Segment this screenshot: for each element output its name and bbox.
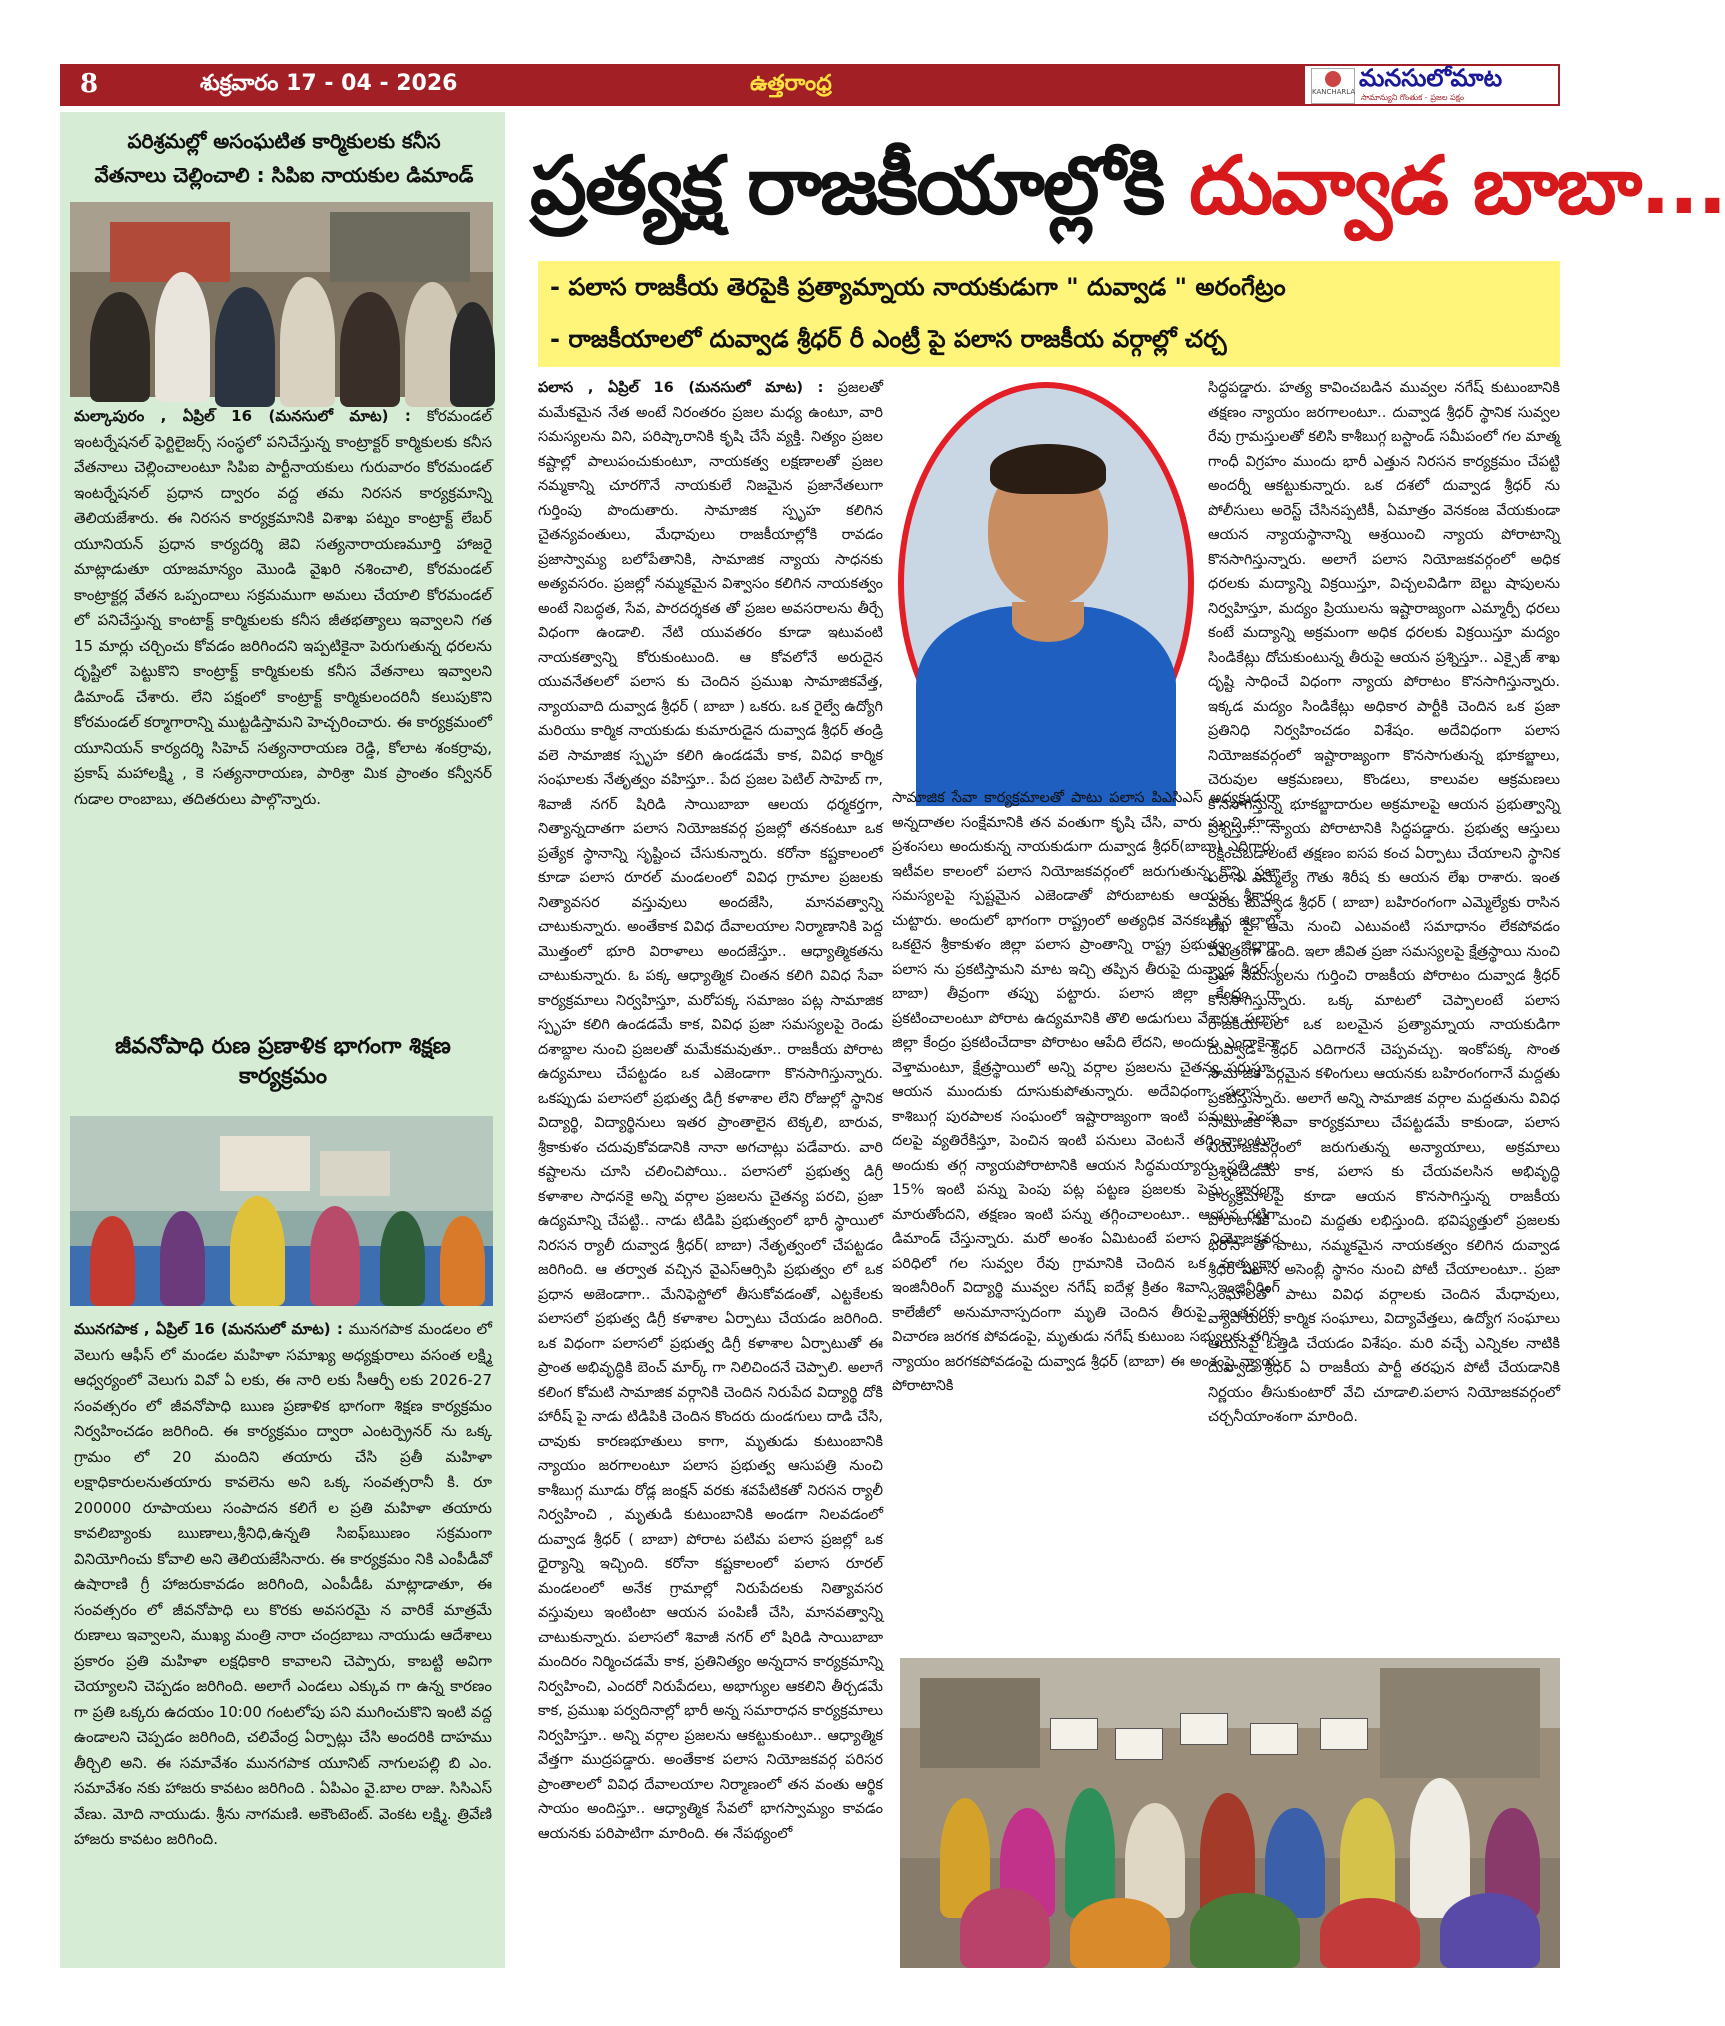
left-story1-title — [74, 124, 494, 192]
left-story1-text: కోరమండల్ ఇంటర్నేషనల్ ఫెర్టిలైజర్స్ సంస్థలో పనిచేస్తున్న కాంట్రాక్టర్ కార్మికులకు కనీస వేతనాలు చెల్లించాలంటూ సిపిఐ పార్టీనాయకులు గురువారం కోరమండల్ ఇంటర్నేషనల్ ప్రధాన ద్వారం వద్ద తమ నిరసన కార్యక్రమాన్ని తెలియజేశారు. ఈ నిరసన కార్యక్రమానికి విశాఖ పట్నం కాంట్రాక్ట్ లేబర్ యూనియన్ ప్రధాన కార్యదర్శి జెవి సత్యనారాయణమూర్తి హాజరై మాట్లాడుతూ యాజమాన్యం మొండి వైఖరి నశించాలి, కోరమండల్ కాంట్రాక్టర్ల వేతన ఒప్పందాలు సక్రమముగా అమలు చేయాలి కోరమండల్ లో పనిచేస్తున్న కాంటాక్ట్ కార్మికులకు కనీస జీతభత్యాలు ఇవ్వాలని గత 15 మార్లు చర్చించు కోవడం జరిగిందని ఇప్పటికైనా పెరుగుతున్న ధరలను దృష్టిలో పెట్టుకొని కాంట్రాక్ట్ కార్మికులకు కనీస వేతనాలు ఇవ్వాలని డిమాండ్ చేశారు. లేని పక్షంలో కాంట్రాక్ట్ కార్మికులందరినీ కలుపుకొని కోరమండల్ కర్మాగారాన్ని ముట్టడిస్తామని హెచ్చరించారు. ఈ కార్యక్రమంలో యూనియన్ కార్యదర్శి సిహెచ్ సత్యనారాయణ రెడ్డి, కోలాట శంకర్రావు, ప్రకాష్ మహాలక్ష్మి , కె సత్యనారాయణ, పారిశ్రా మిక ప్రాంతం కన్వీనర్ గుడాల రాంబాబు, తదితరులు పాల్గొన్నారు. — [74, 407, 492, 808]
article-column-3-text: సిద్ధపడ్డారు. హత్య కావించబడిన మువ్వల నగేష్ కుటుంబానికి తక్షణం న్యాయం జరగాలంటూ.. దువ్వాడ శ్రీధర్ స్థానిక సువ్వల రేవు గ్రామస్తులతో కలిసి కాశీబుగ్గ బస్టాండ్ సమీపంలో గల మాత్మ గాంధీ విగ్రహం ముందు భారీ ఎత్తున నిరసన కార్యక్రమం చేపట్టి అందర్నీ ఆకట్టుకున్నారు. ఒక దశలో దువ్వాడ శ్రీధర్ ను పోలీసులు అరెస్ట్ చేసినప్పటికీ, ఏమాత్రం వెనకంజ వేయకుండా ఆయన న్యాయస్థానాన్ని ఆశ్రయించి న్యాయ పోరాటాన్ని కొనసాగిస్తున్నారు. అలాగే పలాస నియోజకవర్గంలో అధిక ధరలకు మద్యాన్ని విక్రయిస్తూ, విచ్చలవిడిగా బెల్టు షాపులను నిర్వహిస్తూ, మద్యం ప్రియులను ఇష్టారాజ్యంగా ఎమ్మార్పీ ధరలు కంటే మద్యాన్ని అక్రమంగా అధిక ధరలకు విక్రయిస్తూ మద్యం సిండికేట్లు దోచుకుంటున్న తీరుపై ఆయన ప్రశ్నిస్తూ.. ఎక్సైజ్ శాఖ దృష్టి సాధించే విధంగా న్యాయ పోరాటం కొనసాగిస్తున్నారు. ఇక్కడ మద్యం సిండికేట్లు అధికార పార్టీకి చెందిన ఒక ప్రజా ప్రతినిధి నిర్వహించడం విశేషం. అదేవిధంగా పలాస నియోజకవర్గంలో ఇష్టారాజ్యంగా కొనసాగుతున్న భూకబ్జాలు, చెరువుల ఆక్రమణలు, కొండలు, కాలువల ఆక్రమణలు కొనసాగిస్తున్న భూకబ్జాదారుల అక్రమాలపై ఆయన ప్రభుత్వాన్ని ప్రశ్నిస్తూ.. న్యాయ పోరాటానికి సిద్ధపడ్డారు. ప్రభుత్వ ఆస్తులు రక్షించబడాలంటే తక్షణం ఐసప కంచ ఏర్పాటు చేయాలని స్థానిక పలాస ఎమ్మెల్యే గౌతు శిరీష కు ఆయన లేఖ రాశారు. ఇంత వరకు దువ్వాడ శ్రీధర్ ( బాబా) బహిరంగంగా ఎమ్మెల్యేకు రాసిన లేఖ పై ఆమె నుంచి ఎటువంటి సమాధానం లేకపోవడం విచిత్రంగా ఉంది. ఇలా జీవిత ప్రజా సమస్యలపై క్షేత్రస్థాయి నుంచి ప్రజా సమస్యలను గుర్తించి రాజకీయ పోరాటం దువ్వాడ శ్రీధర్ కొనసాగిస్తున్నారు. ఒక్క మాటలో చెప్పాలంటే పలాస రాజకీయాలలో ఒక బలమైన ప్రత్యామ్నాయ నాయకుడిగా దువ్వాడ శ్రీధర్ ఎదిగారనే చెప్పవచ్చు. ఇంకోపక్క సొంత సామాజిక వర్గమైన కళింగులు ఆయనకు బహిరంగంగానే మద్దతు ప్రకటిస్తున్నారు. అలాగే అన్ని సామాజిక వర్గాల మద్దతును వివిధ సామాజిక సేవా కార్యక్రమాలు చేపట్టడమే కాకుండా, పలాస నియోజకవర్గంలో జరుగుతున్న అన్యాయాలు, అక్రమాలు ప్రశ్నించడమే కాక, పలాస కు చేయవలసిన అభివృద్ధి కార్యక్రమాలపై కూడా ఆయన కొనసాగిస్తున్న రాజకీయ పోరాటానికి మంచి మద్దతు లభిస్తుంది. భవిష్యత్తులో ప్రజలకు భరోసా తో పాటు, నమ్మకమైన నాయకత్వం కలిగిన దువ్వాడ శ్రీధర్ పలాస అసెంబ్లీ స్థానం నుంచి పోటీ చేయాలంటూ.. ప్రజా సంఘాలతో పాటు వివిధ వర్గాలకు చెందిన మేధావులు, వ్యాపారులు, కార్మిక సంఘాలు, విద్యావేత్తలు, ఉద్యోగ సంఘాలు ఆయనపై ఒత్తిడి చేయడం విశేషం. మరి వచ్చే ఎన్నికల నాటికి దువ్వాడ శ్రీధర్ ఏ రాజకీయ పార్టీ తరఫున పోటీ చేయడానికి నిర్ణయం తీసుకుంటారో వేచి చూడాలి.పలాస నియోజకవర్గంలో చర్చనీయాంశంగా మారింది. — [1208, 380, 1560, 1425]
left-story1-title-line1: పరిశ్రమల్లో అసంఘటిత కార్మికులకు కనీస — [127, 129, 441, 153]
left-story2-title: జీవనోపాధి రుణ ప్రణాళిక భాగంగా శిక్షణ కార్యక్రమం — [115, 1034, 451, 1089]
duvvada-sridhar-portrait — [898, 382, 1194, 784]
left-story2-dateline: మునగపాక , ఏప్రిల్ 16 (మనసులో మాట) : — [74, 1320, 343, 1338]
left-story1-body — [74, 404, 492, 812]
headline-black: ప్రత్యక్ష రాజకీయాల్లోకి — [530, 139, 1164, 232]
subheadline-1: - పలాస రాజకీయ తెరపైకి ప్రత్యామ్నాయ నాయకుడుగా " దువ్వాడ " అరంగేట్రం — [550, 273, 1286, 301]
page-number: 8 — [80, 69, 99, 99]
subheadline-box — [538, 261, 1560, 367]
left-story1-dateline: మల్కాపురం , ఏప్రిల్ 16 (మనసులో మాట) : — [74, 407, 411, 425]
newspaper-page — [60, 64, 1725, 1984]
training-photo — [70, 1116, 493, 1306]
protest-photo-1 — [70, 202, 493, 397]
article-column-1-text: ప్రజలతో మమేకమైన నేత అంటే నిరంతరం ప్రజల మధ్య ఉంటూ, వారి సమస్యలను విని, పరిష్కారానికి కృషి చేసే వ్యక్తి. నిత్యం ప్రజల కష్టాల్లో పాలుపంచుకుంటూ, నాయకత్వ లక్షణాలతో ప్రజల నమ్మకాన్ని చూరగొనే నాయకులే నిజమైన ప్రజానేతలుగా గుర్తింపు పొందుతారు. సామాజిక స్పృహ కలిగిన చైతన్యవంతులు, మేధావులు రాజకీయాల్లోకి రావడం ప్రజాస్వామ్య బలోపేతానికి, సామాజిక న్యాయ సాధనకు అత్యవసరం. ప్రజల్లో నమ్మకమైన విశ్వాసం కలిగిన నాయకత్వం అంటే నిబద్ధత, సేవ, పారదర్శకత తో ప్రజల అవసరాలను తీర్చే విధంగా ఉండాలి. నేటి యువతరం కూడా ఇటువంటి నాయకత్వాన్ని కోరుకుంటుంది. ఆ కోవలోనే అరుదైన యువనేతలలో పలాస కు చెందిన ప్రముఖ సామాజికవేత్త, న్యాయవాది దువ్వాడ శ్రీధర్ ( బాబా ) ఒకరు. ఒక రైల్వే ఉద్యోగి మరియు కార్మిక నాయకుడు కుమారుడైన దువ్వాడ శ్రీధర్ తండ్రి వలె సామాజిక స్పృహ కలిగి ఉండడమే కాక, వివిధ కార్మిక సంఘాలకు నేతృత్వం వహిస్తూ.. పేద ప్రజల పెటిల్ సాహెబ్ గా, శివాజీ నగర్ షిరిడి సాయిబాబా ఆలయ ధర్మకర్తగా, నిత్యాన్నదాతగా పలాస నియోజకవర్గ ప్రజల్లో తనకంటూ ఒక ప్రత్యేక స్థానాన్ని సృష్టించ చేసుకున్నారు. కరోనా కష్టకాలంలో కూడా పలాస రూరల్ మండలంలో వివిధ గ్రామాల ప్రజలకు నిత్యావసర వస్తువులు అందజేసి, మానవత్వాన్ని చాటుకున్నారు. అంతేకాక వివిధ దేవాలయాల నిర్మాణానికి పెద్ద మొత్తంలో భూరి విరాళాలు అందజేస్తూ.. ఆధ్యాత్మికతను చాటుకున్నారు. ఓ పక్క ఆధ్యాత్మిక చింతన కలిగి వివిధ సేవా కార్యక్రమాలు నిర్వహిస్తూ, మరోపక్క సమాజం పట్ల సామాజిక స్పృహ కలిగి ఉండడమే కాక, వివిధ ప్రజా సమస్యలపై రెండు దశాబ్దాల నుంచి ప్రజలతో మమేకమవుతూ.. రాజకీయ పోరాట ఉద్యమాలు చేపట్టడం ఒక ఎజెండాగా కొనసాగిస్తున్నారు. ఒకప్పుడు పలాసలో ప్రభుత్వ డిగ్రీ కళాశాల లేని రోజుల్లో స్థానిక విద్యార్థి, విద్యార్థినులు ఇతర ప్రాంతాలైన టెక్కలి, బారువ, శ్రీకాకుళం చదువుకోవడానికి నానా అగచాట్లు పడేవారు. వారి కష్టాలను చూసి చలించిపోయి.. పలాసలో ప్రభుత్వ డిగ్రీ కళాశాల సాధనకై అన్ని వర్గాల ప్రజలను చైతన్య పరచి, ప్రజా ఉద్యమాన్ని చేపట్టి.. నాడు టిడిపి ప్రభుత్వంలో భారీ స్థాయిలో నిరసన ర్యాలీ దువ్వాడ శ్రీధర్( బాబా) నేతృత్వంలో చేపట్టడం జరిగింది. ఆ తర్వాత వచ్చిన వైఎస్ఆర్సిపి ప్రభుత్వం లో ఒక ప్రధాన అజెండాగా.. మేనిఫెస్టోలో తీసుకోవడంతో, ఎట్టకేలకు పలాసలో ప్రభుత్వ డిగ్రీ కళాశాల ఏర్పాటు చేయడం జరిగింది. ఒక విధంగా పలాసలో ప్రభుత్వ డిగ్రీ కళాశాల ఏర్పాటుతో ఈ ప్రాంత అభివృద్ధికి బెంచ్ మార్క్ గా నిలిచిందనే చెప్పాలి. అలాగే కలింగ కోమటి సామాజిక వర్గానికి చెందిన నిరుపేద విద్యార్థి దోకి హారీష్ పై నాడు టిడిపికి చెందిన కొందరు దుండగులు దాడి చేసి, చావుకు కారణభూతులు కాగా, మృతుడు కుటుంబానికి న్యాయం జరగాలంటూ పలాస ప్రభుత్వ ఆసుపత్రి నుంచి కాశీబుగ్గ మూడు రోడ్ల జంక్షన్ వరకు శవపేటికతో నిరసన ర్యాలీ నిర్వహించి , మృతుడి కుటుంబానికి అండగా నిలవడంలో దువ్వాడ శ్రీధర్ ( బాబా) పోరాట పటిమ పలాస ప్రజల్లో ఒక ధైర్యాన్ని ఇచ్చింది. కరోనా కష్టకాలంలో పలాస రూరల్ మండలంలో అనేక గ్రామాల్లో నిరుపేదలకు నిత్యావసర వస్తువులు ఇంటింటా ఆయన పంపిణీ చేసి, మానవత్వాన్ని చాటుకున్నారు. పలాసలో శివాజీ నగర్ లో షిరిడి సాయిబాబా మందిరం నిర్మించడమే కాక, ప్రతినిత్యం అన్నదాన కార్యక్రమాన్ని నిర్వహించి, ఎందరో నిరుపేదలు, అభాగ్యుల ఆకలిని తీర్చడమే కాక, ప్రముఖ పర్వదినాల్లో భారీ అన్న సమారాధన కార్యక్రమాలు నిర్వహిస్తూ.. అన్ని వర్గాల ప్రజలను ఆకట్టుకుంటూ.. ఆధ్యాత్మిక వేత్తగా ముద్రపడ్డారు. అంతేకాక పలాస నియోజకవర్గ పరిసర ప్రాంతాలలో వివిధ దేవాలయాల నిర్మాణంలో తన వంతు ఆర్థిక సాయం అందిస్తూ.. ఆధ్యాత్మిక సేవలో భాగస్వామ్యం కావడం ఆయనకు పరిపాటిగా మారింది. ఈ నేపథ్యంలో — [538, 380, 884, 1842]
masthead-logo — [1305, 66, 1558, 104]
subheadline-2: - రాజకీయాలలో దువ్వాడ శ్రీధర్ రీ ఎంట్రీ పై పలాస రాజకీయ వర్గాల్లో చర్చ — [550, 325, 1227, 353]
left-story2-body — [74, 1317, 492, 1853]
region-label: ఉత్తరాంధ్ర — [750, 71, 832, 96]
left-story2-text: మునగపాక మండలం లో వెలుగు ఆఫీస్ లో మండల మహిళా సమాఖ్య అధ్యక్షురాలు వసంత లక్ష్మి ఆధ్వర్యంలో వెలుగు వివో ఏ లకు, ఈ నారి లకు సీఆర్పీ లకు 2026-27 సంవత్సరం లో జీవనోపాధి ఋణ ప్రణాళిక భాగంగా శిక్షణ కార్యక్రమం నిర్వహించడం జరిగింది. ఈ కార్యక్రమం ద్వారా ఎంటర్ప్రెనర్ ను ఒక్క గ్రామం లో 20 మందిని తయారు చేసి ప్రతీ మహిళా లక్షాధికారులనుతయారు కావలెను అని ఒక్క సంవత్సరానీ కి. రూ 200000 రూపాయలు సంపాదన కలిగే ల ప్రతి మహిళా తయారు కావలిబ్యాంకు ఋణాలు,శ్రీనిధి,ఉన్నతి సిఐఫ్ఋణం సక్రమంగా వినియోగించు కోవాలి అని తెలియజేసినారు. ఈ కార్యక్రమం నికి ఎంపీడీవో ఉషారాణి గ్రీ హాజరుకావడం జరిగింది, ఎంపీడీఓ మాట్లాడాతూ, ఈ సంవత్సరం లో జీవనోపాధి లు కొరకు అవసరమై న వారికే మాత్రమే రుణాలు ఇవ్వాలని, ముఖ్య మంత్రి నారా చంద్రబాబు నాయుడు ఆదేశాలు ప్రకారం ప్రతి మహిళా లక్షధికారి కావాలని చెప్పారు, కాబట్టి అవిగా చెయ్యాలని చెప్పడం జరిగింది. అలాగే ఎండలు ఎక్కువ గా ఉన్న కారణం గా ప్రతి ఒక్కరు ఉదయం 10:00 గంటలోపు పని ముగించుకొని ఇంటి వద్ద ఉండాలని చెప్పడం జరిగింది, చలివేంద్ర ఏర్పాట్లు చేసి అందరికి దాహము తీర్చిలి అని. ఈ సమావేశం మునగపాక యూనిట్ నాగులపల్లి బి ఎం. సమావేశం నకు హాజరు కావటం జరిగింది . ఏపిఎం వై.బాల రాజు. సిసిఎస్ వేణు. మోది నాయుడు. శ్రీను నాగమణి. అకౌంటెంట్. వెంకట లక్ష్మి. త్రివేణి హాజరు కావటం జరిగింది. — [74, 1320, 492, 1848]
main-headline — [530, 136, 1725, 236]
article-column-1 — [538, 376, 883, 1971]
headline-red: దువ్వాడ బాబా... — [1189, 139, 1725, 232]
protest-photo-2 — [900, 1658, 1560, 1968]
main-dateline: పలాస , ఏప్రిల్ 16 (మనసులో మాట) : — [538, 380, 824, 396]
issue-date: శుక్రవారం 17 - 04 - 2026 — [200, 71, 458, 96]
article-column-3 — [1208, 376, 1560, 1651]
logo-tagline: సామాన్యుని గొంతుక - ప్రజల పక్షం — [1361, 93, 1465, 102]
article-column-2-text: సామాజిక సేవా కార్యక్రమాలతో పాటు పలాస పిఎసిఎస్ అధ్యక్షుడుగా అన్నదాతల సంక్షేమానికి తన వంతుగా కృషి చేసి, వారు నుంచి కూడా ప్రశంసలు అందుకున్న నాయకుడుగా దువ్వాడ శ్రీధర్(బాబా) ఎదిగారు. ఇటీవల కాలంలో పలాస నియోజకవర్గంలో జరుగుతున్న కొన్ని ప్రజా సమస్యలపై స్పష్టమైన ఎజెండాతో పోరుబాటకు ఆయన శ్రీకారం చుట్టారు. అందులో భాగంగా రాష్ట్రంలో అత్యధిక వెనకబడిన జిల్లాలో ఒకటైన శ్రీకాకుళం జిల్లా పలాస ప్రాంతాన్ని రాష్ట్ర ప్రభుత్వం జిల్లాగా పలాస ను ప్రకటిస్తామని మాట ఇచ్చి తప్పిన తీరుపై దువ్వాడ శ్రీధర్ ( బాబా) తీవ్రంగా తప్పు పట్టారు. పలాస జిల్లా కేంద్రం గా ప్రకటించాలంటూ పోరాట ఉద్యమానికి తొలి అడుగులు వేశారు. పలాస జిల్లా కేంద్రం ప్రకటించేదాకా పోరాటం ఆపేది లేదని, అందుకు ఎందాకైనా వెళ్తామంటూ, క్షేత్రస్థాయిలో అన్ని వర్గాల ప్రజలను చైతన్య పరుస్తూ.. ఆయన ముందుకు దూసుకుపోతున్నారు. అదేవిధంగా పలాస - కాశిబుగ్గ పురపాలక సంఘంలో ఇష్టారాజ్యంగా ఇంటి పనులు పెంపు దలపై వ్యతిరేకిస్తూ, పెంచిన ఇంటి పనులు వెంటనే తగ్గించాలంటూ, అందుకు తగ్గ న్యాయపోరాటానికి ఆయన సిద్ధమయ్యారు. ప్రతి ఆట 15% ఇంటి పన్ను పెంపు పట్ల పట్టణ ప్రజలకు పెను భారంగా మారుతోందని, తక్షణం ఇంటి పన్ను తగ్గించాలంటూ.. ఆయన గట్టిగా డిమాండ్ చేస్తున్నారు. మరో అంశం ఏమిటంటే పలాస నియోజకవర్గ పరిధిలో గల సువ్వల రేవు గ్రామానికి చెందిన ఒక మత్స్యకార ఇంజినీరింగ్ విద్యార్థి మువ్వల నగేష్ ఐదేళ్ల క్రితం శివాని ఇంజినీరింగ్ కాలేజీలో అనుమానాస్పదంగా మృతి చెందిన తీరుపై ఇంతవరకు విచారణ జరగక పోవడంపై, మృతుడు నగేష్ కుటుంబ సభ్యులకు తగిన న్యాయం జరగకపోవడంపై దువ్వాడ శ్రీధర్ (బాబా) ఈ అంశంపై న్యాయ పోరాటానికి — [892, 790, 1280, 1394]
publisher-name: KANCHARLA — [1312, 88, 1356, 96]
left-story1-title-line2: వేతనాలు చెల్లించాలి : సిపిఐ నాయకుల డిమాండ్ — [94, 163, 474, 187]
publisher-emblem-icon — [1311, 68, 1355, 104]
logo-title: మనసులోమాట — [1359, 64, 1503, 92]
left-column — [60, 112, 505, 1968]
page-header — [60, 64, 1560, 106]
